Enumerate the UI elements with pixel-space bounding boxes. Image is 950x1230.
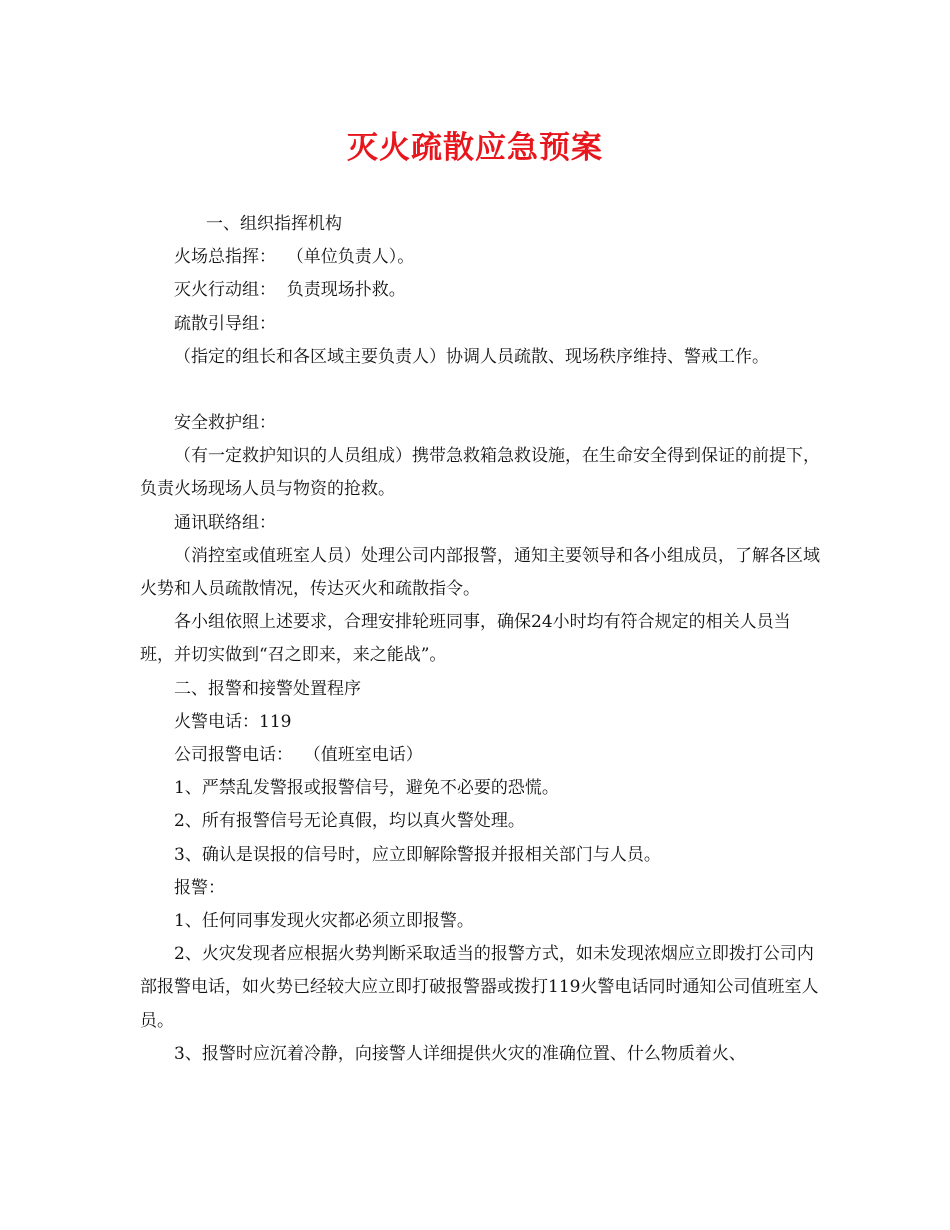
paragraph-fire-commander: 火场总指挥： （单位负责人）。 [174,247,415,268]
paragraph-alarm-3: 3、报警时应沉着冷静，向接警人详细提供火灾的准确位置、什么物质着火、 [174,1043,746,1064]
paragraph-alarm-2: 2、火灾发现者应根据火势判断采取适当的报警方式，如未发现浓烟应立即拨打公司内部报警电话，如火势已经较大应立即打破报警器或拨打119火警电话同时通知公司值班室人员。 [140,944,819,1031]
paragraph-rule-2: 2、所有报警信号无论真假，均以真火警处理。 [174,811,525,832]
document-title: 灭火疏散应急预案 [347,130,603,166]
section-heading-organization: 一、组织指挥机构 [206,214,342,234]
paragraph-rescue-team: 安全救护组： [174,413,276,434]
paragraph-firefighting-team: 灭火行动组： 负责现场扑救。 [174,280,406,301]
blank-line [140,374,820,407]
paragraph-rule-1: 1、严禁乱发警报或报警信号，避免不必要的恐慌。 [174,778,559,799]
paragraph-fire-phone: 火警电话：119 [174,711,292,732]
paragraph-rescue-duties: （有一定救护知识的人员组成）携带急救箱急救设施，在生命安全得到保证的前提下，负责火场现场人员与物资的抢救。 [140,446,820,500]
paragraph-communication-duties: （消控室或值班室人员）处理公司内部报警，通知主要领导和各小组成员，了解各区域火势和人员疏散情况，传达灭火和疏散指令。 [140,545,820,600]
paragraph-alarm-heading: 报警： [174,877,225,898]
paragraph-rule-3: 3、确认是误报的信号时，应立即解除警报并报相关部门与人员。 [174,844,661,865]
paragraph-shift-requirement: 各小组依照上述要求，合理安排轮班同事，确保24小时均有符合规定的相关人员当班，并切实做到“召之即来，来之能战”。 [140,612,791,666]
paragraph-alarm-1: 1、任何同事发现火灾都必须立即报警。 [174,911,474,932]
paragraph-evacuation-team: 疏散引导组： [174,313,276,334]
paragraph-communication-team: 通讯联络组： [174,512,276,533]
paragraph-company-phone: 公司报警电话： （值班室电话） [174,745,423,766]
paragraph-evacuation-duties: （指定的组长和各区域主要负责人）协调人员疏散、现场秩序维持、警戒工作。 [174,346,769,367]
section-heading-alarm-procedure: 二、报警和接警处置程序 [174,678,361,699]
document-body [140,208,820,1071]
